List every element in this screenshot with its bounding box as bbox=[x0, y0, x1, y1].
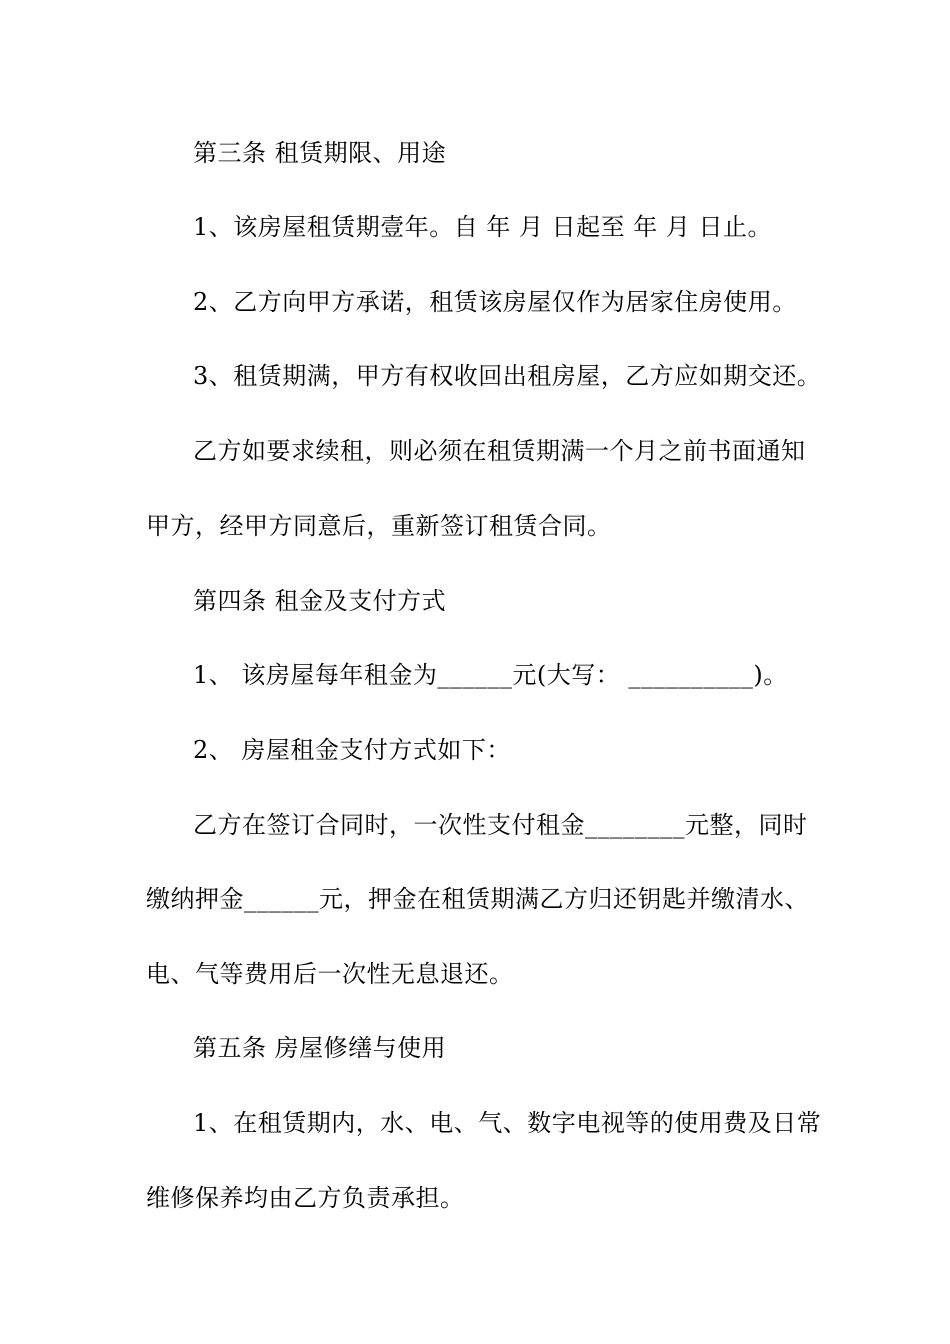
article-3-heading: 第三条 租赁期限、用途 bbox=[193, 139, 447, 167]
article-4-heading: 第四条 租金及支付方式 bbox=[193, 587, 447, 615]
article-3-renewal-line-1: 乙方如要求续租，则必须在租赁期满一个月之前书面通知 bbox=[193, 437, 806, 465]
article-3-renewal-line-2: 甲方，经甲方同意后，重新签订租赁合同。 bbox=[146, 512, 612, 540]
article-3-clause-2: 2、乙方向甲方承诺，租赁该房屋仅作为居家住房使用。 bbox=[193, 288, 797, 316]
article-4-payment-line-1: 乙方在签订合同时，一次性支付租金________元整，同时 bbox=[193, 811, 808, 839]
article-4-clause-1: 1、 该房屋每年租金为______元(大写： __________)。 bbox=[193, 661, 788, 689]
article-5-clause-1-line-2: 维修保养均由乙方负责承担。 bbox=[146, 1184, 465, 1212]
article-5-clause-1-line-1: 1、在租赁期内，水、电、气、数字电视等的使用费及日常 bbox=[193, 1109, 822, 1137]
article-4-payment-line-3: 电、气等费用后一次性无息退还。 bbox=[146, 960, 514, 988]
article-5-heading: 第五条 房屋修缮与使用 bbox=[193, 1034, 447, 1062]
article-4-payment-line-2: 缴纳押金______元，押金在租赁期满乙方归还钥匙并缴清水、 bbox=[146, 885, 809, 913]
article-3-clause-3: 3、租赁期满，甲方有权收回出租房屋，乙方应如期交还。 bbox=[193, 362, 822, 390]
article-3-clause-1: 1、该房屋租赁期壹年。自 年 月 日起至 年 月 日止。 bbox=[193, 213, 773, 241]
article-4-clause-2: 2、 房屋租金支付方式如下： bbox=[193, 736, 511, 764]
